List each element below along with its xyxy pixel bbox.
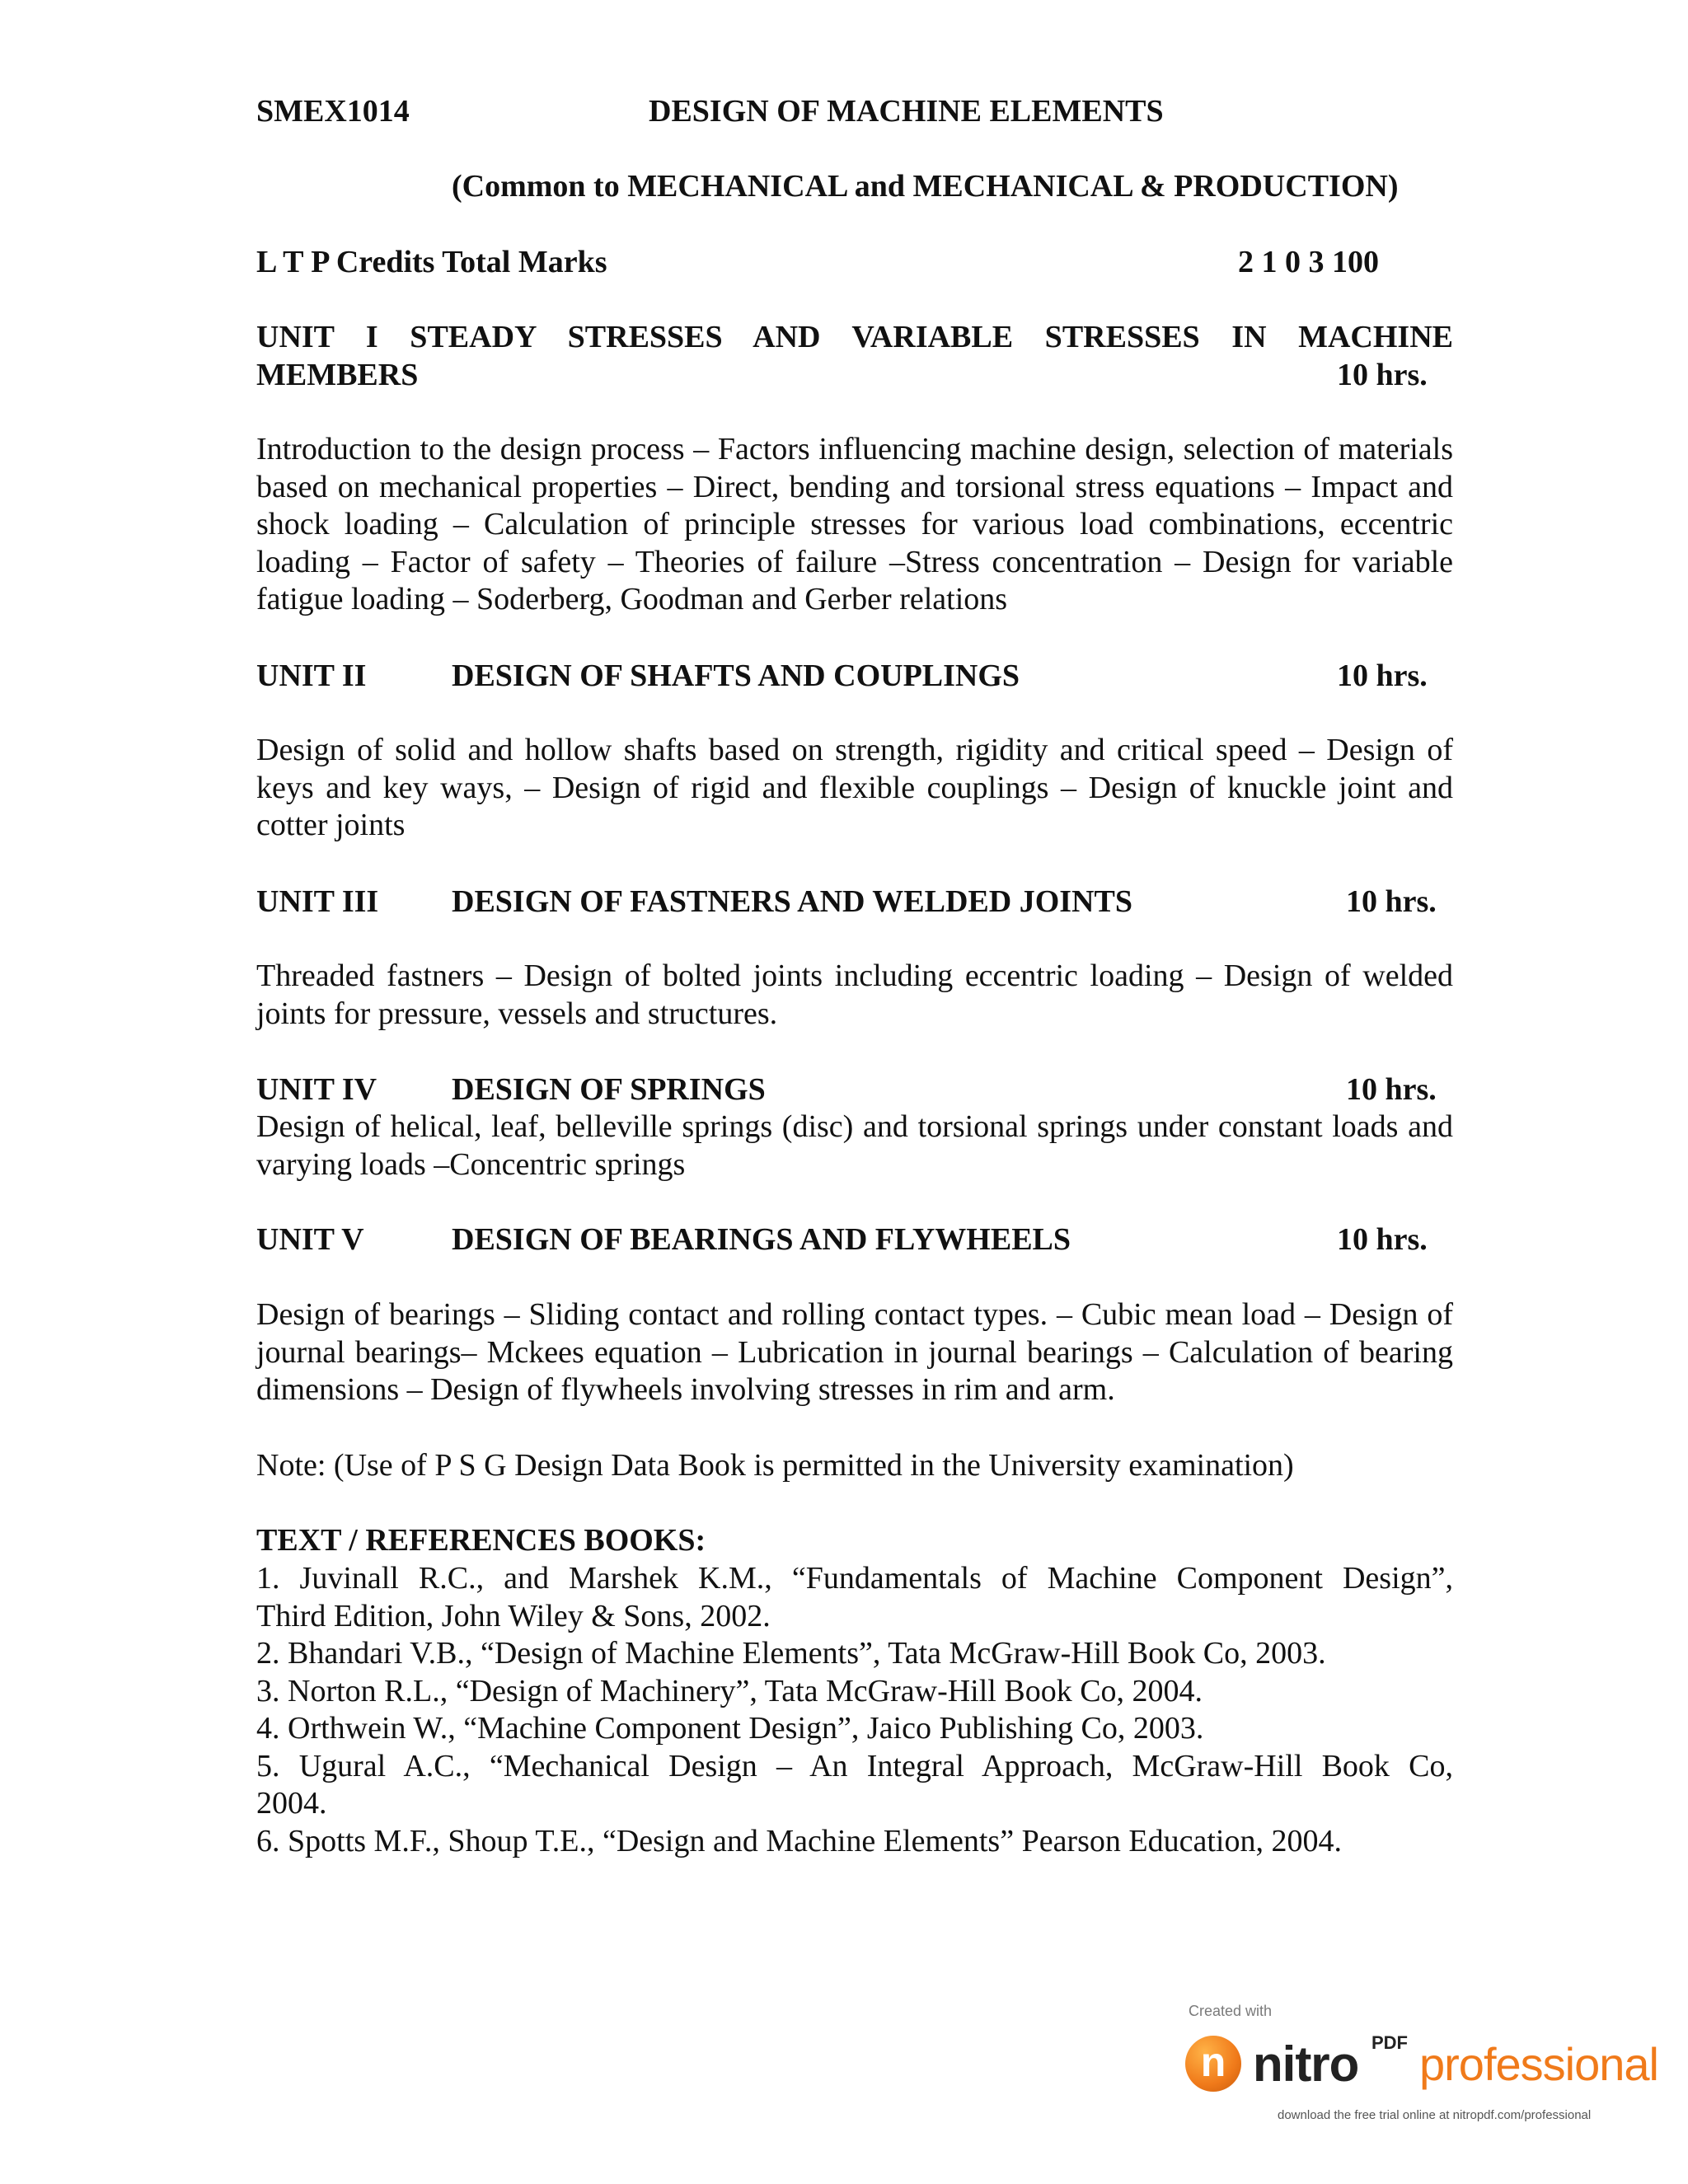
reference-3: 3. Norton R.L., “Design of Machinery”, Tata McGraw-Hill Book Co, 2004.: [256, 1674, 1203, 1708]
nitro-tagline: download the free trial online at nitropdf.com/professional: [1278, 2108, 1592, 2122]
unit1-hours: 10 hrs.: [1337, 358, 1428, 392]
unit3-hours: 10 hrs.: [1346, 884, 1437, 919]
unit1-heading: UNIT I STEADY STRESSES AND VARIABLE STRESSES IN MACHINE: [256, 320, 1453, 354]
course-subtitle: (Common to MECHANICAL and MECHANICAL & PRODUCTION): [452, 169, 1399, 204]
references-heading: TEXT / REFERENCES BOOKS:: [256, 1523, 706, 1558]
unit3-body: Threaded fastners – Design of bolted joints including eccentric loading – Design of welded joints for pressure, vessels and structures.: [256, 958, 1453, 1031]
unit3-label: UNIT III: [256, 884, 379, 919]
unit5-title: DESIGN OF BEARINGS AND FLYWHEELS: [452, 1222, 1071, 1257]
reference-2: 2. Bhandari V.B., “Design of Machine Elements”, Tata McGraw-Hill Book Co, 2003.: [256, 1636, 1326, 1671]
created-with-text: Created with: [1189, 2003, 1273, 2019]
unit1-body: Introduction to the design process – Factors influencing machine design, selection of materials based on mechanical properties – Direct, bending and torsional stress equations – Impact and shock loading – Calculation of principle stresses for various load combinations, eccentric loading – Factor of safety – Theories of failure –Stress concentration – Design for variable fatigue loading – Soderberg, Goodman and Gerber relations: [256, 432, 1453, 616]
reference-4: 4. Orthwein W., “Machine Component Design”, Jaico Publishing Co, 2003.: [256, 1711, 1204, 1746]
nitro-watermark: [1179, 2003, 1665, 2135]
nitro-product: professional: [1419, 2038, 1658, 2090]
unit4-title: DESIGN OF SPRINGS: [452, 1072, 766, 1107]
unit4-label: UNIT IV: [256, 1072, 377, 1107]
nitro-logo-icon: n: [1185, 2036, 1241, 2092]
nitro-brand-sup: PDF: [1372, 2032, 1408, 2053]
reference-6: 6. Spotts M.F., Shoup T.E., “Design and Machine Elements” Pearson Education, 2004.: [256, 1824, 1342, 1858]
reference-5-cont: 2004.: [256, 1786, 327, 1821]
course-title: DESIGN OF MACHINE ELEMENTS: [649, 94, 1164, 129]
unit4-body: Design of helical, leaf, belleville springs (disc) and torsional springs under constant loads and varying loads –Concentric springs: [256, 1109, 1453, 1182]
unit1-heading-cont: MEMBERS: [256, 358, 419, 392]
reference-1: 1. Juvinall R.C., and Marshek K.M., “Fundamentals of Machine Component Design”,: [256, 1561, 1453, 1596]
unit2-body: Design of solid and hollow shafts based on strength, rigidity and critical speed – Design of keys and key ways, – Design of rigid and flexible couplings – Design of knuckle joint and cotter joints: [256, 733, 1453, 842]
unit3-title: DESIGN OF FASTNERS AND WELDED JOINTS: [452, 884, 1132, 919]
unit2-hours: 10 hrs.: [1337, 658, 1428, 693]
credits-label: L T P Credits Total Marks: [256, 245, 607, 279]
course-code: SMEX1014: [256, 94, 410, 129]
unit2-title: DESIGN OF SHAFTS AND COUPLINGS: [452, 658, 1020, 693]
unit5-body: Design of bearings – Sliding contact and rolling contact types. – Cubic mean load – Design of journal bearings– Mckees equation – Lubrication in journal bearings – Calculation of bearing dimensions – Design of flywheels involving stresses in rim and arm.: [256, 1297, 1453, 1407]
unit5-hours: 10 hrs.: [1337, 1222, 1428, 1257]
nitro-brand: nitro: [1253, 2036, 1359, 2092]
unit5-label: UNIT V: [256, 1222, 364, 1257]
reference-5: 5. Ugural A.C., “Mechanical Design – An Integral Approach, McGraw-Hill Book Co,: [256, 1749, 1453, 1783]
unit4-hours: 10 hrs.: [1346, 1072, 1437, 1107]
note-text: Note: (Use of P S G Design Data Book is permitted in the University examination): [256, 1448, 1294, 1483]
credits-value: 2 1 0 3 100: [1238, 245, 1379, 279]
reference-1-cont: Third Edition, John Wiley & Sons, 2002.: [256, 1599, 771, 1633]
unit2-label: UNIT II: [256, 658, 367, 693]
